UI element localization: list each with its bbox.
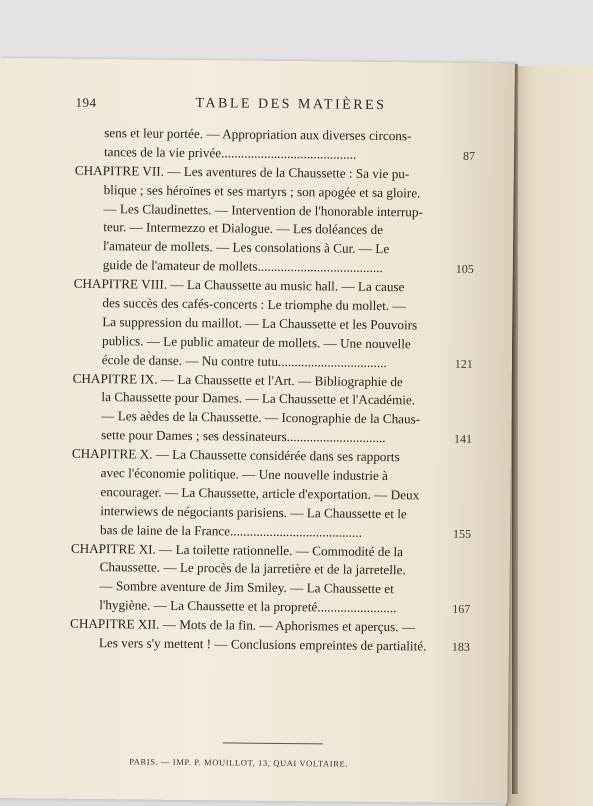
toc-line-text: encourager. — La Chaussette, article d'exportation. — Deux — [100, 483, 420, 503]
toc-line-text: des succès des cafés-concerts : Le triomphe du mollet. — — [102, 295, 406, 314]
toc-line-text: CHAPITRE VIII. — La Chaussette au music hall. — La cause — [73, 275, 405, 295]
toc-line-text: Chaussette. — Le procès de la jarretière et de la jarretelle. — [99, 559, 406, 578]
toc-line-text: école de danse. — Nu contre tutu................................. — [101, 351, 387, 370]
toc-line-text: CHAPITRE VII. — Les aventures de la Chaussette : Sa vie pu- — [74, 162, 410, 182]
toc-line-text: la Chaussette pour Dames. — La Chaussette et l'Académie. — [101, 389, 416, 408]
toc-page-number: 141 — [453, 432, 473, 447]
toc-line-text: teur. — Intermezzo et Dialogue. — Les doléances de — [103, 219, 384, 238]
toc-line-text: l'amateur de mollets. — Les consolations à Cur. — Le — [102, 238, 390, 257]
toc-page-number: 105 — [455, 262, 474, 277]
table-of-contents — [70, 124, 476, 657]
toc-line-text: CHAPITRE XII. — Mots de la fin. — Aphorismes et aperçus. — — [70, 615, 416, 635]
toc-line-text: Les vers s'y mettent ! — Conclusions empreintes de partialité. — [98, 635, 427, 654]
footer-rule — [223, 742, 323, 744]
toc-line-text: — Les aèdes de la Chaussette. — Iconographie de la Chaus- — [101, 408, 421, 427]
toc-page-number: 87 — [462, 148, 476, 163]
facing-page — [506, 66, 593, 806]
toc-line-text: La suppression du maillot. — La Chaussette et les Pouvoirs — [102, 313, 418, 333]
toc-line-text: guide de l'amateur de mollets...................................... — [102, 257, 383, 276]
toc-line-text: tances de la vie privée......................................... — [103, 143, 357, 162]
toc-page-number: 155 — [452, 526, 472, 541]
toc-line — [70, 634, 470, 657]
toc-line-text: CHAPITRE XI. — La toilette rationnelle. — Commodité de la — [70, 540, 404, 559]
toc-line-text: l'hygiène. — La Chaussette et la propreté........................ — [99, 597, 397, 616]
toc-line-text: — Les Claudinettes. — Intervention de l'honorable interrup- — [103, 200, 424, 219]
page-header — [75, 95, 480, 121]
page-title: TABLE DES MATIÈRES — [195, 96, 387, 114]
page-number: 194 — [75, 94, 97, 111]
toc-line-text: blique ; ses héroïnes et ses martyrs ; son apogée et sa gloire. — [103, 181, 421, 201]
toc-line-text: publics. — Le public amateur de mollets. — Une nouvelle — [101, 332, 411, 352]
toc-line-text: — Sombre aventure de Jim Smiley. — La Chaussette et — [99, 578, 394, 597]
book-page — [0, 58, 515, 803]
toc-page-number: 121 — [454, 356, 473, 371]
toc-line-text: CHAPITRE IX. — La Chaussette et l'Art. — Bibliographie de — [72, 370, 403, 389]
toc-page-number: 167 — [452, 602, 471, 617]
printer-imprint: PARIS. — IMP. P. MOUILLOT, 13, QUAI VOLTAIRE. — [129, 756, 349, 769]
toc-line-text: bas de laine de la France........................................ — [99, 521, 362, 540]
toc-line-text: avec l'économie politique. — Une nouvelle industrie à — [100, 465, 389, 484]
toc-line-text: sens et leur portée. — Appropriation aux diverses circons- — [104, 125, 412, 144]
toc-line-text: interwiews de négociants parisiens. — La Chaussette et le — [100, 502, 407, 522]
toc-line-text: CHAPITRE X. — La Chaussette considérée dans ses rapports — [71, 445, 400, 465]
toc-page-number: 183 — [451, 639, 470, 654]
toc-line-text: sette pour Dames ; ses dessinateurs.............................. — [100, 427, 386, 446]
